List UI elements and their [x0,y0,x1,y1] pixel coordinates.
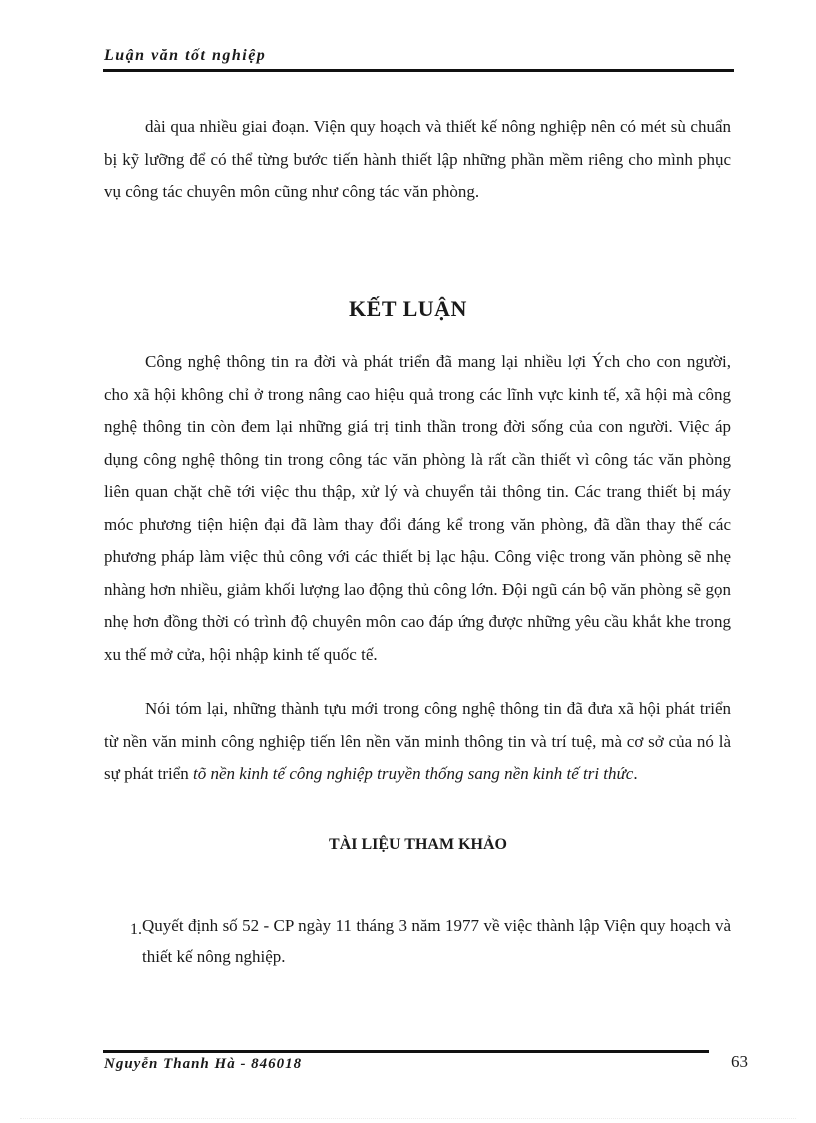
page-bottom-divider [20,1118,796,1119]
running-header-title: Luận văn tốt nghiệp [104,47,267,64]
intro-paragraph: dài qua nhiều giai đoạn. Viện quy hoạch và thiết kế nông nghiệp nên có mét sù chuẩn bị kỹ lưỡng để có thể từng bước tiến hành thiết lập những phần mềm riêng cho mình phục vụ công tác chuyên môn cũng như công tác văn phòng. [104,117,731,201]
summary-text-end: . [633,764,638,783]
conclusion-heading: KẾT LUẬN [349,296,467,321]
reference-text: Quyết định số 52 - CP ngày 11 tháng 3 năm 1977 về việc thành lập Viện quy hoạch và thiết kế nông nghiệp. [142,916,731,966]
footer-author: Nguyễn Thanh Hà - 846018 [104,1056,303,1072]
reference-item [130,910,731,972]
summary-text-italic: tõ nền kinh tế công nghiệp truyền thống sang nền kinh tế tri thức [193,764,634,783]
summary-text-start: Nói tóm lại, những thành tựu mới trong công nghệ thông tin đã đưa xã hội phát triển từ nền văn minh công nghiệp tiến lên nền văn minh thông tin và trí tuệ, mà cơ sở của nó là sự phát triển [104,699,731,783]
summary-paragraph [104,693,731,791]
references-heading: TÀI LIỆU THAM KHẢO [329,836,507,853]
page-number: 63 [731,1052,748,1071]
conclusion-paragraph: Công nghệ thông tin ra đời và phát triển đã mang lại nhiều lợi Ých cho con người, cho xã hội không chỉ ở trong nâng cao hiệu quả trong các lĩnh vực kinh tế, xã hội mà công nghệ thông tin còn đem lại những giá trị tinh thần trong đời sống của con người. Việc áp dụng công nghệ thông tin trong công tác văn phòng là rất cần thiết vì công tác văn phòng liên quan chặt chẽ tới việc thu thập, xử lý và chuyển tải thông tin. Các trang thiết bị máy móc phương tiện hiện đại đã làm thay đổi đáng kể trong văn phòng, đã dần thay thế các phương pháp làm việc thủ công với các thiết bị lạc hậu. Công việc trong văn phòng sẽ nhẹ nhàng hơn nhiều, giảm khối lượng lao động thủ công lớn. Đội ngũ cán bộ văn phòng sẽ gọn nhẹ hơn đồng thời có trình độ chuyên môn cao đáp ứng được những yêu cầu khắt khe trong xu thế mở cửa, hội nhập kinh tế quốc tế. [104,352,731,664]
footer-rule [103,1050,709,1053]
reference-number: 1. [130,921,142,938]
header-rule [103,69,734,72]
